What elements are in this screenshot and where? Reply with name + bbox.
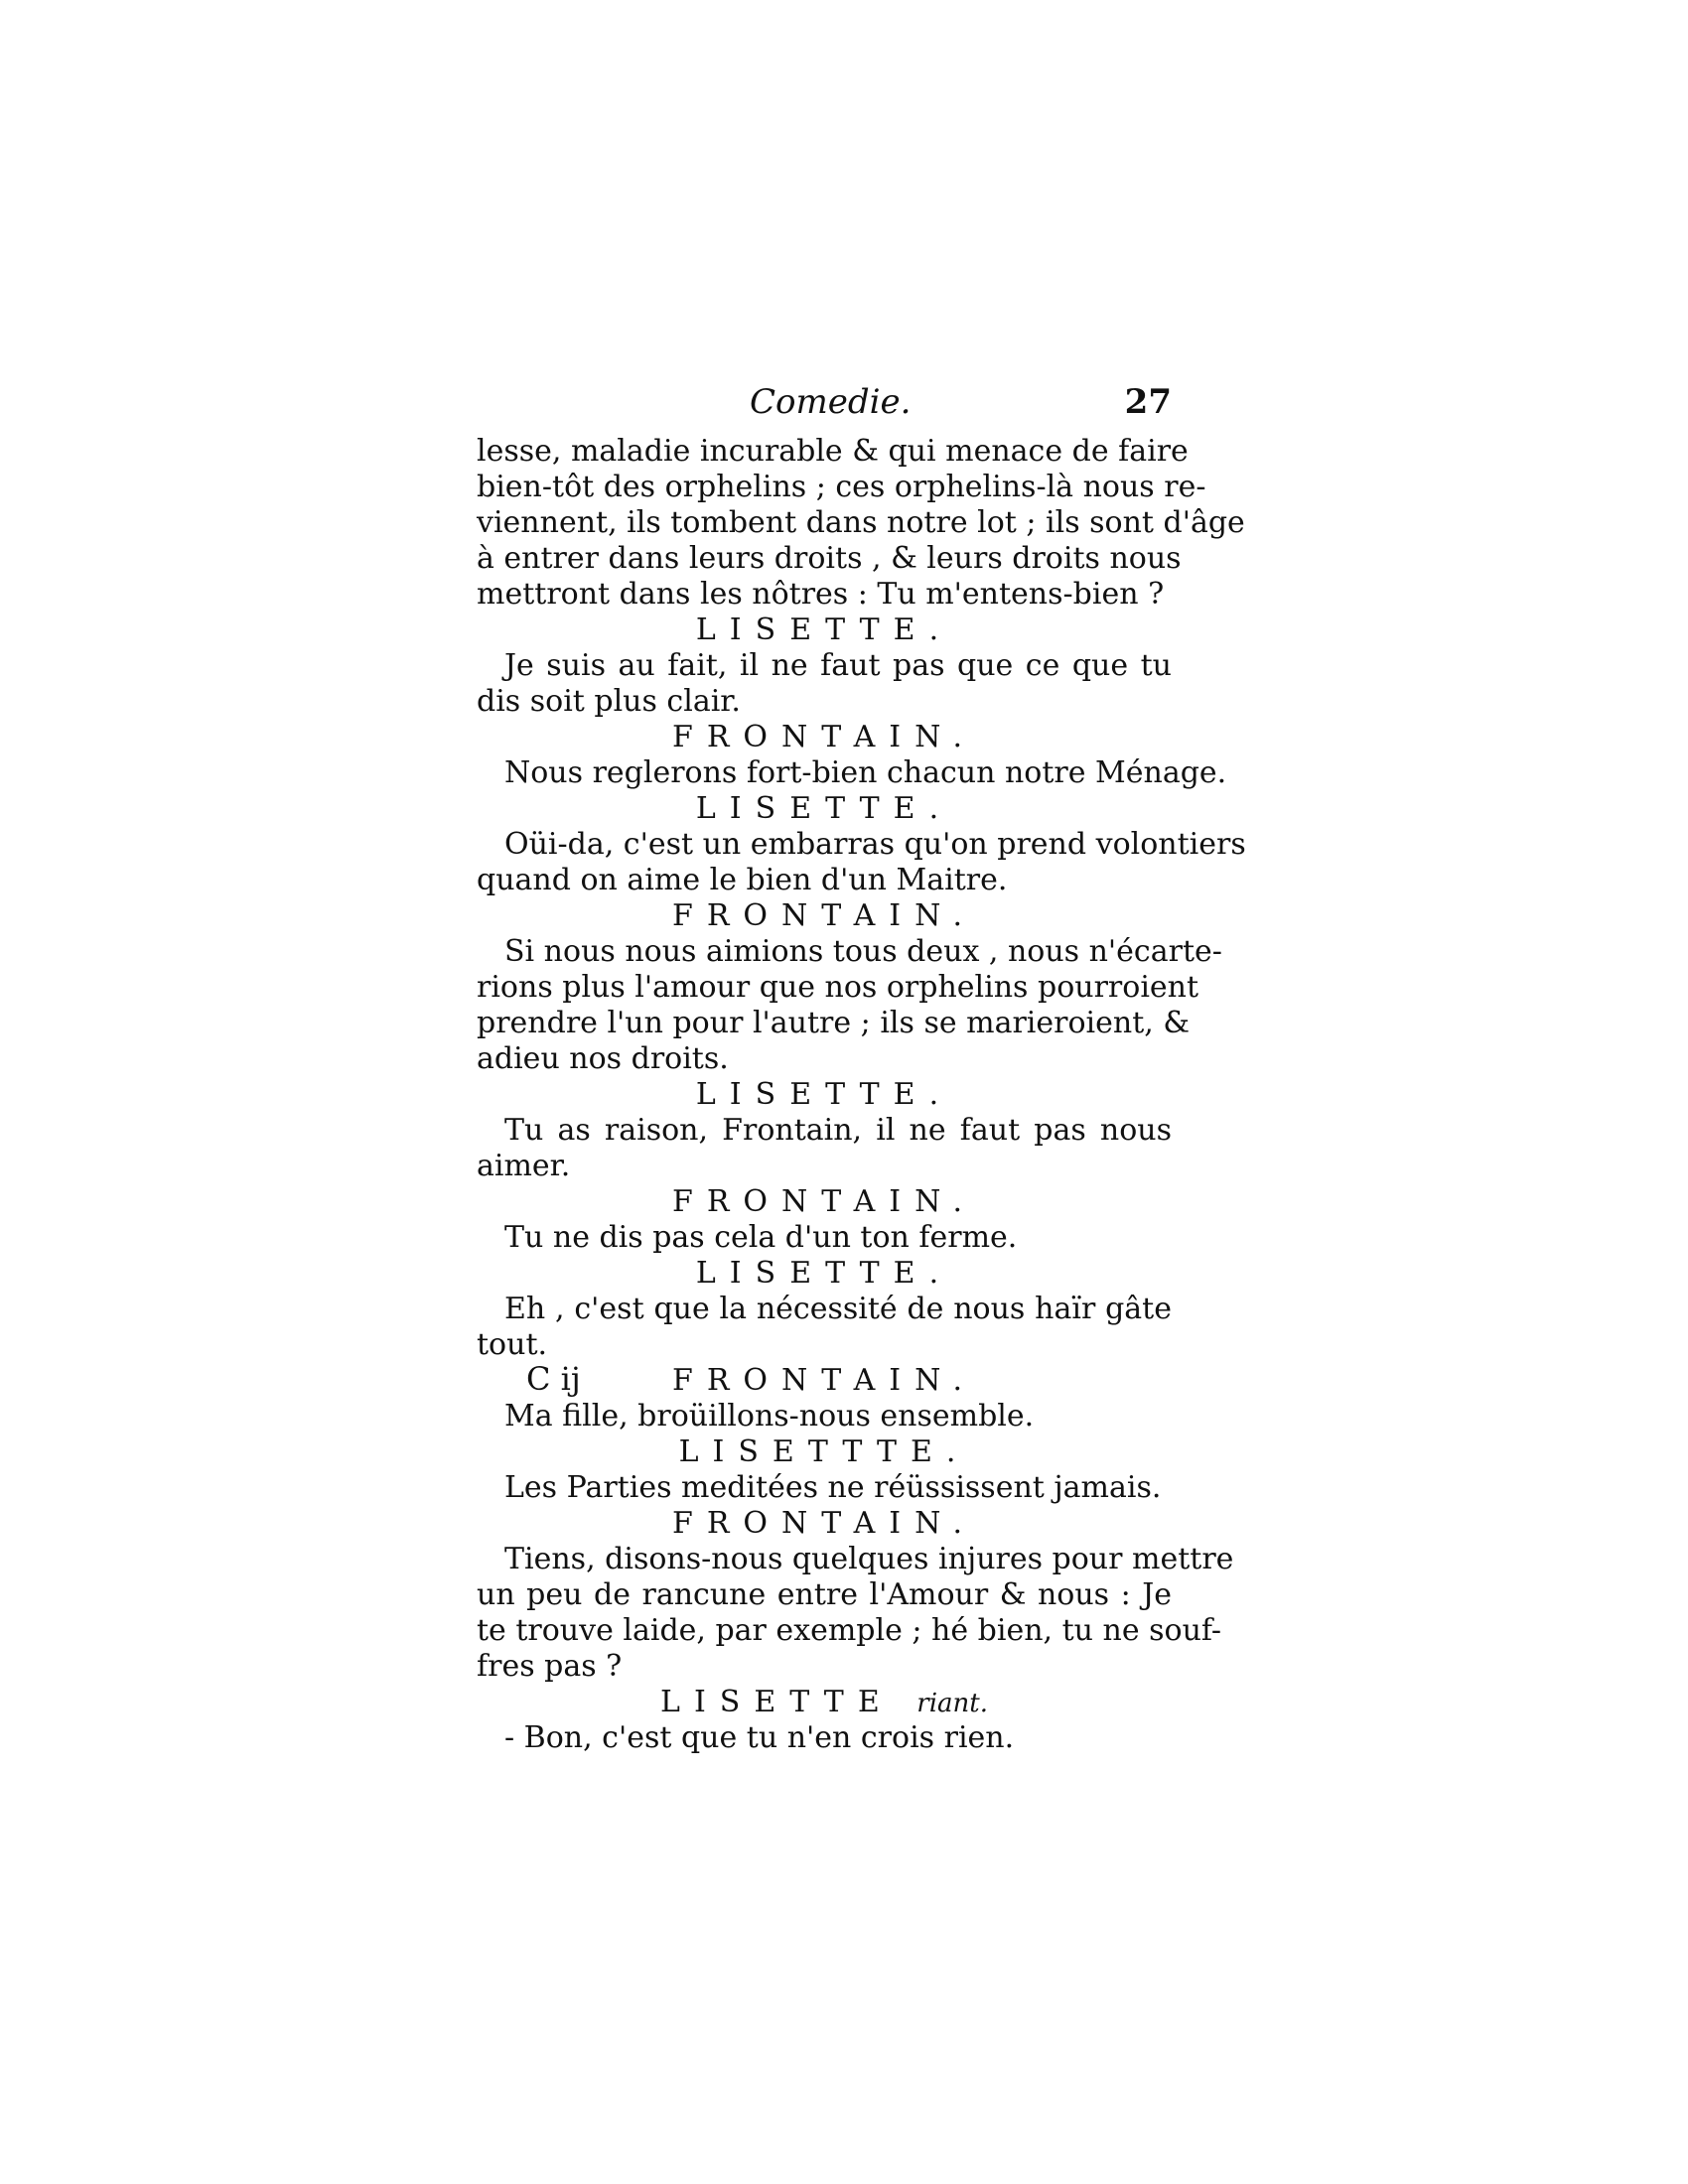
signature-mark: C ij [526, 1360, 581, 1398]
speaker-label: LISETTTE. [678, 1434, 970, 1469]
text-line: Les Parties meditées ne réüssissent jamais. [504, 1470, 1162, 1505]
text-line: adieu nos droits. [477, 1041, 729, 1076]
text-line: Tu ne dis pas cela d'un ton ferme. [504, 1220, 1018, 1255]
text-line: te trouve laide, par exemple ; hé bien, tu ne souf- [477, 1613, 1222, 1648]
speaker-label: FRONTAIN. [672, 720, 976, 754]
text-line: dis soit plus clair. [477, 684, 741, 719]
speaker-label: FRONTAIN. [672, 898, 976, 933]
speaker-label: LISETTE. [695, 613, 953, 647]
speaker-label: FRONTAIN. [672, 1363, 976, 1398]
speaker-name [477, 791, 1172, 827]
speaker-label: FRONTAIN. [672, 1506, 976, 1541]
book-page [477, 382, 1246, 1756]
speaker-name [477, 1184, 1172, 1220]
play-dialogue [477, 434, 1246, 1756]
text-line: lesse, maladie incurable & qui menace de faire [477, 434, 1189, 469]
text-line: Ma fille, broüillons-nous ensemble. [504, 1399, 1035, 1433]
text-line: à entrer dans leurs droits , & leurs droits nous [477, 541, 1182, 576]
text-line: fres pas ? [477, 1649, 623, 1684]
speaker-label: LISETTE [660, 1685, 894, 1719]
text-line: - Bon, c'est que tu n'en crois rien. [504, 1720, 1015, 1755]
page-number: 27 [1124, 382, 1172, 422]
speaker-name [477, 1363, 1172, 1399]
speaker-label: LISETTE. [695, 1256, 953, 1291]
text-line: mettront dans les nôtres : Tu m'entens-bien ? [477, 577, 1165, 612]
speaker-label: FRONTAIN. [672, 1184, 976, 1219]
speaker-label: LISETTE. [695, 791, 953, 826]
text-line: rions plus l'amour que nos orphelins pourroient [477, 970, 1199, 1005]
text-line: Si nous nous aimions tous deux , nous n'écarte- [504, 934, 1222, 969]
text-line: Tu as raison, Frontain, il ne faut pas nous [504, 1113, 1172, 1148]
text-line: un peu de rancune entre l'Amour & nous : Je [477, 1577, 1172, 1612]
text-line: Nous reglerons fort-bien chacun notre Ménage. [504, 755, 1227, 790]
page-header [477, 382, 1172, 434]
text-line: tout. [477, 1327, 548, 1362]
speaker-name [477, 1256, 1172, 1292]
text-line: bien-tôt des orphelins ; ces orphelins-là nous re- [477, 470, 1206, 504]
text-line: Je suis au fait, il ne faut pas que ce que tu [504, 648, 1172, 683]
text-line: aimer. [477, 1149, 571, 1183]
speaker-name [477, 1434, 1172, 1470]
running-title: Comedie. [750, 382, 912, 422]
speaker-name [477, 613, 1172, 648]
speaker-name [477, 898, 1172, 934]
text-line: Tiens, disons-nous quelques injures pour mettre [504, 1542, 1234, 1576]
speaker-label: LISETTE. [695, 1077, 953, 1112]
stage-direction: riant. [916, 1689, 988, 1718]
text-line: quand on aime le bien d'un Maitre. [477, 863, 1008, 897]
text-line: prendre l'un pour l'autre ; ils se marieroient, & [477, 1006, 1191, 1040]
speaker-name [477, 1506, 1172, 1542]
text-line: Eh , c'est que la nécessité de nous haïr gâte [504, 1292, 1172, 1326]
speaker-name [477, 1685, 1172, 1720]
text-line: viennent, ils tombent dans notre lot ; ils sont d'âge [477, 505, 1245, 540]
text-line: Oüi-da, c'est un embarras qu'on prend volontiers [504, 827, 1246, 862]
speaker-name [477, 1077, 1172, 1113]
speaker-name [477, 720, 1172, 755]
